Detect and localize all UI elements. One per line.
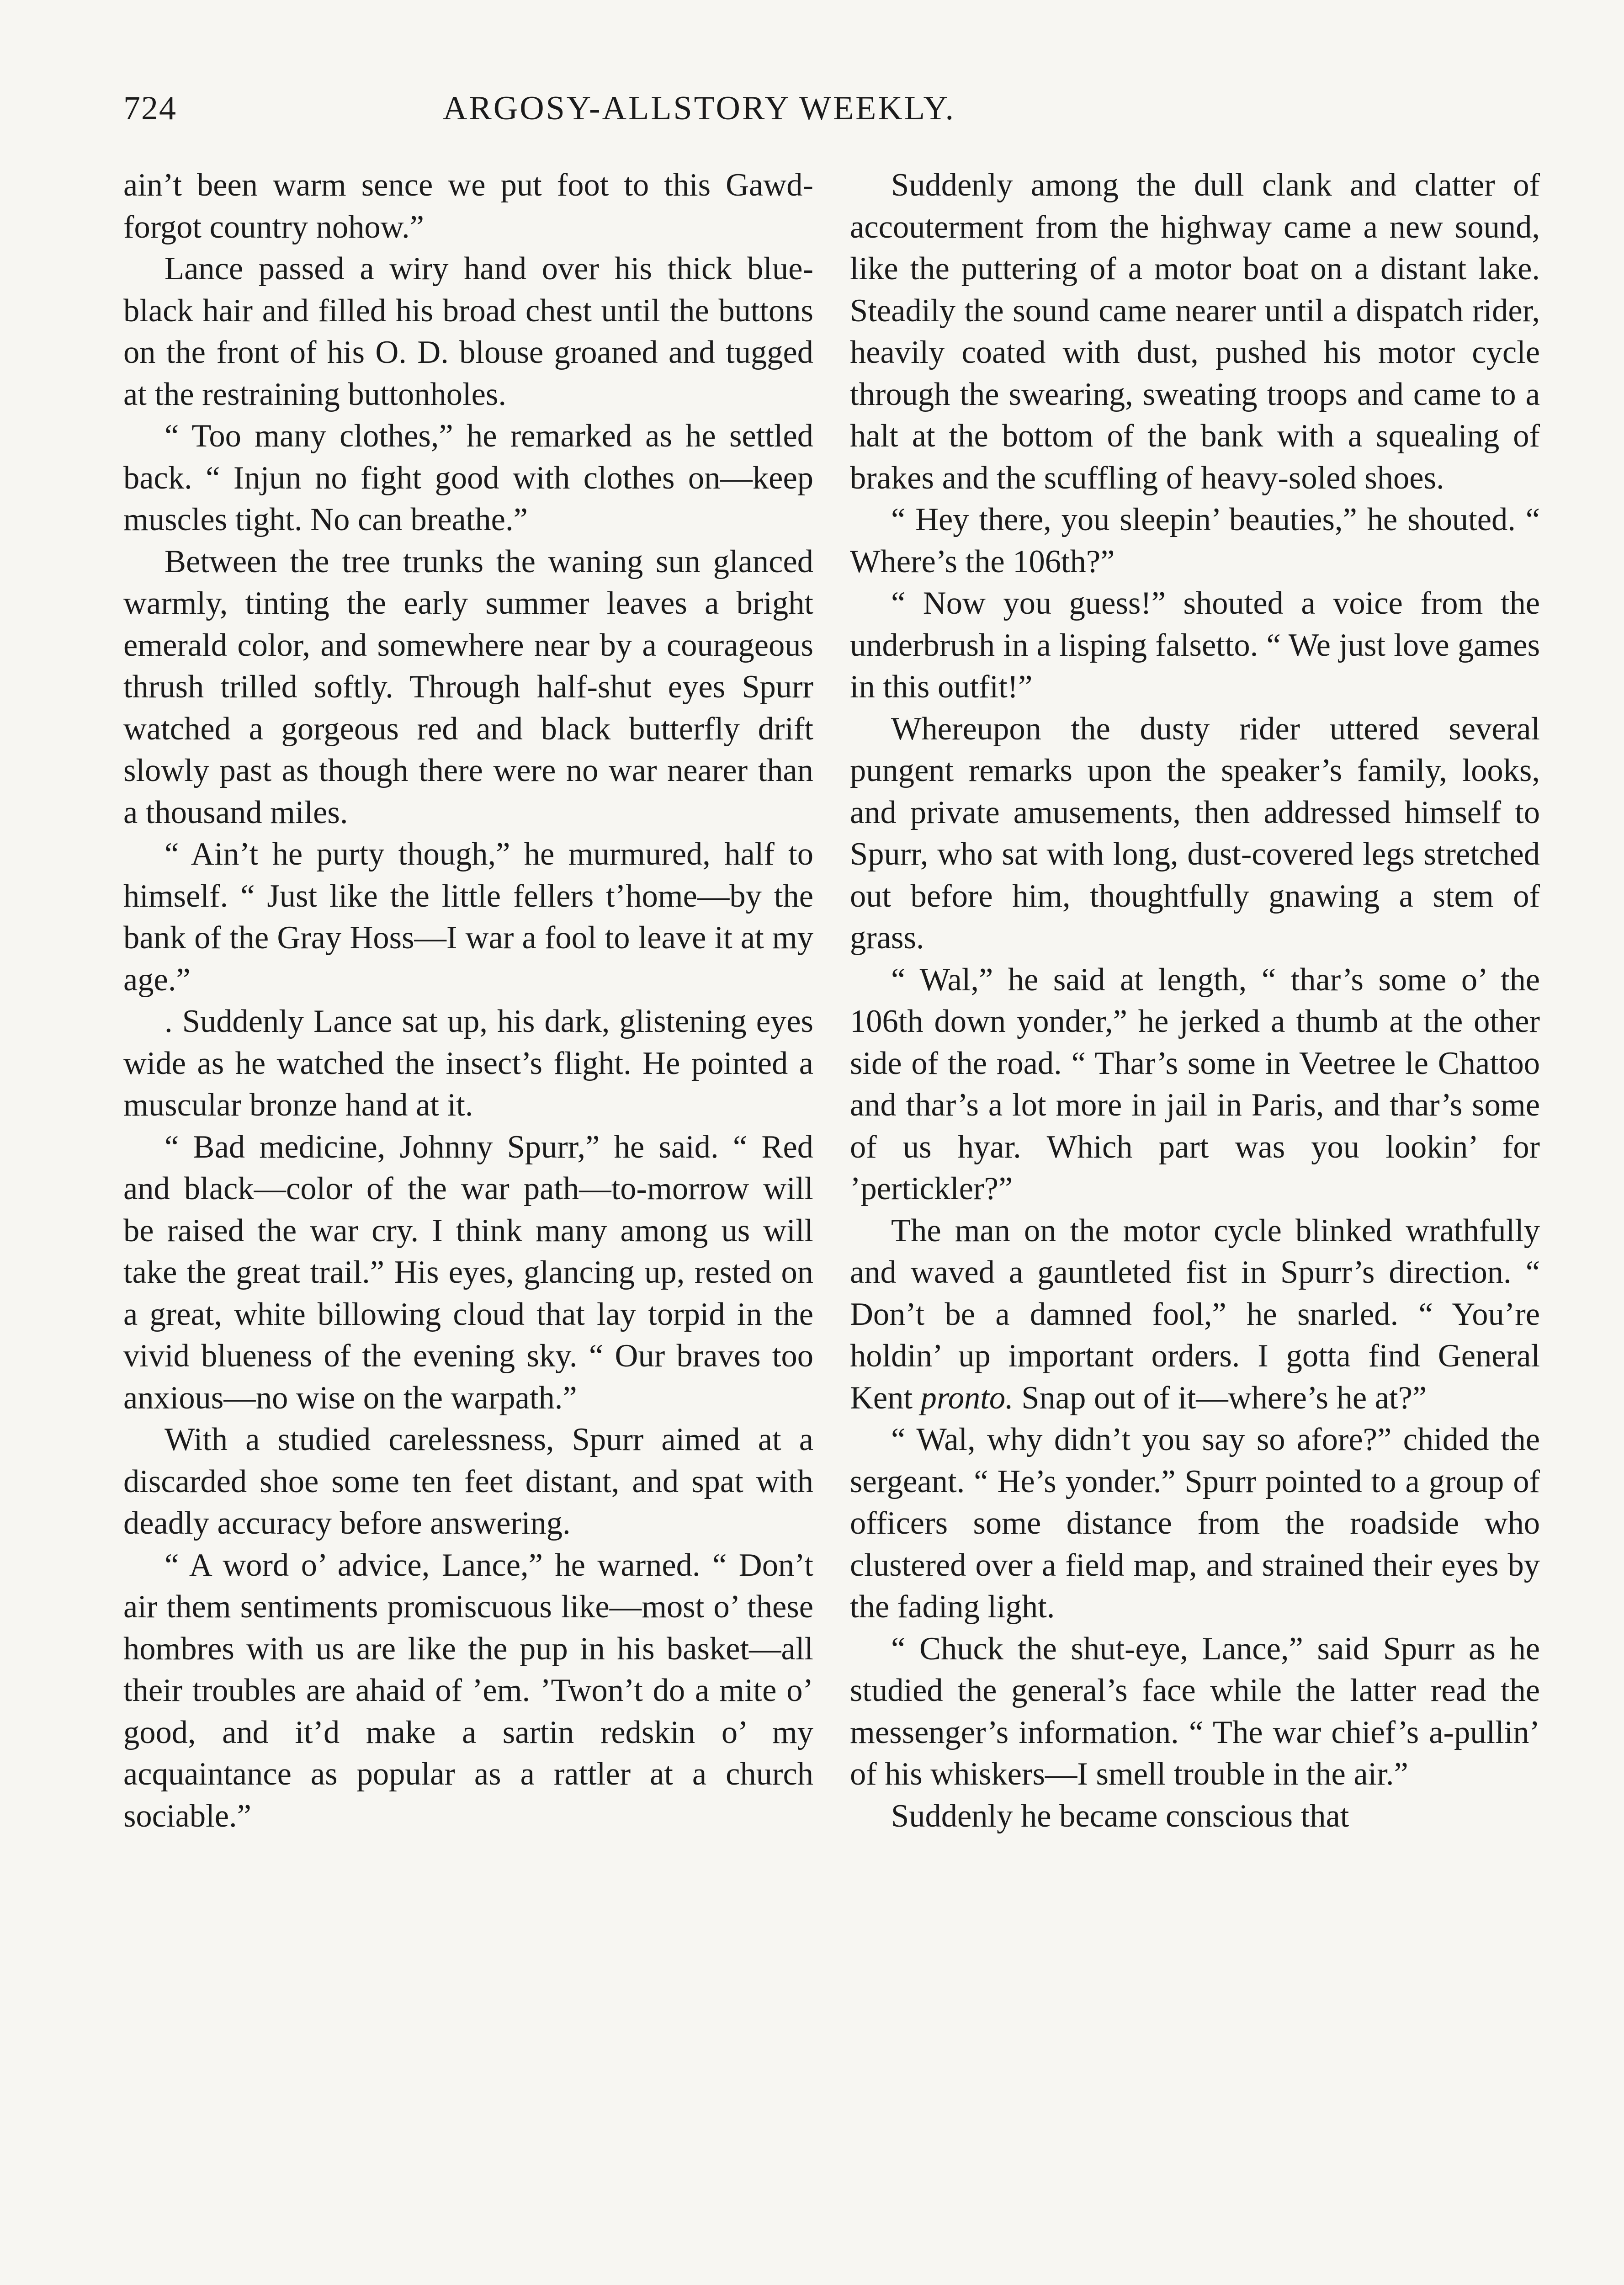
paragraph-text: Snap out of it—where’s he at?” bbox=[1013, 1380, 1427, 1416]
paragraph: “ Wal, why didn’t you say so afore?” chided the sergeant. “ He’s yonder.” Spurr pointed to a group of officers some distance from the roadside who clustered over a field map, and strained their eyes by the fading light. bbox=[850, 1422, 1540, 1625]
paragraph: Whereupon the dusty rider uttered several pungent remarks upon the speaker’s family, looks, and private amusements, then addressed himself to Spurr, who sat with long, dust-covered legs stretched out before him, thoughtfully gnawing a stem of grass. bbox=[850, 711, 1540, 956]
paragraph: “ Bad medicine, Johnny Spurr,” he said. “ Red and black—color of the war path—to-morrow will be raised the war cry. I think many among us will take the great trail.” His eyes, glancing up, rested on a great, white billowing cloud that lay torpid in the vivid blueness of the evening sky. “ Our braves too anxious—no wise on the warpath.” bbox=[123, 1129, 813, 1416]
paragraph: Lance passed a wiry hand over his thick blue-black hair and filled his broad chest until the buttons on the front of his O. D. blouse groaned and tugged at the restraining buttonholes. bbox=[123, 251, 813, 412]
paragraph: “ Chuck the shut-eye, Lance,” said Spurr as he studied the general’s face while the latter read the messenger’s information. “ The war chief’s a-pullin’ of his whiskers—I smell trouble in the air.” bbox=[850, 1631, 1540, 1792]
page-number: 724 bbox=[123, 90, 177, 127]
paragraph: “ Too many clothes,” he remarked as he settled back. “ Injun no fight good with clothes on—keep muscles tight. No can breathe.” bbox=[123, 418, 813, 537]
paragraph: . Suddenly Lance sat up, his dark, glistening eyes wide as he watched the insect’s flight. He pointed a muscular bronze hand at it. bbox=[123, 1004, 813, 1123]
page-header bbox=[123, 89, 1275, 139]
paragraph: “ Wal,” he said at length, “ thar’s some o’ the 106th down yonder,” he jerked a thumb at the other side of the road. “ Thar’s some in Veetree le Chattoo and thar’s a lot more in jail in Paris, and thar’s some of us hyar. Which part was you lookin’ for ’pertickler?” bbox=[850, 962, 1540, 1206]
paragraph: Suddenly among the dull clank and clatter of accouterment from the highway came a new sound, like the puttering of a motor boat on a distant lake. Steadily the sound came nearer until a dispatch rider, heavily coated with dust, pushed his motor cycle through the swearing, sweating troops and came to a halt at the bottom of the bank with a squealing of brakes and the scuffling of heavy-soled shoes. bbox=[850, 167, 1540, 496]
paragraph: “ A word o’ advice, Lance,” he warned. “ Don’t air them sentiments promiscuous like—most o’ these hombres with us are like the pup in his basket—all their troubles are ahaid of ’em. ’Twon’t do a mite o’ good, and it’d make a sartin redskin o’ my acquaintance as popular as a rattler at a church sociable.” bbox=[123, 1547, 813, 1834]
running-head: ARGOSY-ALLSTORY WEEKLY. bbox=[442, 90, 956, 127]
right-column bbox=[850, 165, 1540, 1837]
paragraph: “ Now you guess!” shouted a voice from the underbrush in a lisping falsetto. “ We just love games in this outfit!” bbox=[850, 585, 1540, 705]
paragraph: ain’t been warm sence we put foot to this Gawd-forgot country nohow.” bbox=[123, 167, 813, 245]
paragraph-text: The man on the motor cycle blinked wrathfully and waved a gauntleted fist in Spurr’s direction. “ Don’t be a damned fool,” he snarled. “ You’re holdin’ up important orders. I gotta find General Kent bbox=[850, 1212, 1540, 1416]
paragraph: Between the tree trunks the waning sun glanced warmly, tinting the early summer leaves a bright emerald color, and somewhere near by a courageous thrush trilled softly. Through half-shut eyes Spurr watched a gorgeous red and black butterfly drift slowly past as though there were no war nearer than a thousand miles. bbox=[123, 543, 813, 830]
paragraph bbox=[850, 1210, 1540, 1419]
paragraph: With a studied carelessness, Spurr aimed at a discarded shoe some ten feet distant, and spat with deadly accuracy before answering. bbox=[123, 1422, 813, 1541]
paragraph: “ Ain’t he purty though,” he murmured, half to himself. “ Just like the little fellers t’home—by the bank of the Gray Hoss—I war a fool to leave it at my age.” bbox=[123, 836, 813, 998]
italic-word: pronto. bbox=[920, 1380, 1014, 1416]
paragraph: “ Hey there, you sleepin’ beauties,” he shouted. “ Where’s the 106th?” bbox=[850, 502, 1540, 579]
paragraph: Suddenly he became conscious that bbox=[891, 1798, 1349, 1834]
left-column bbox=[123, 165, 813, 1837]
